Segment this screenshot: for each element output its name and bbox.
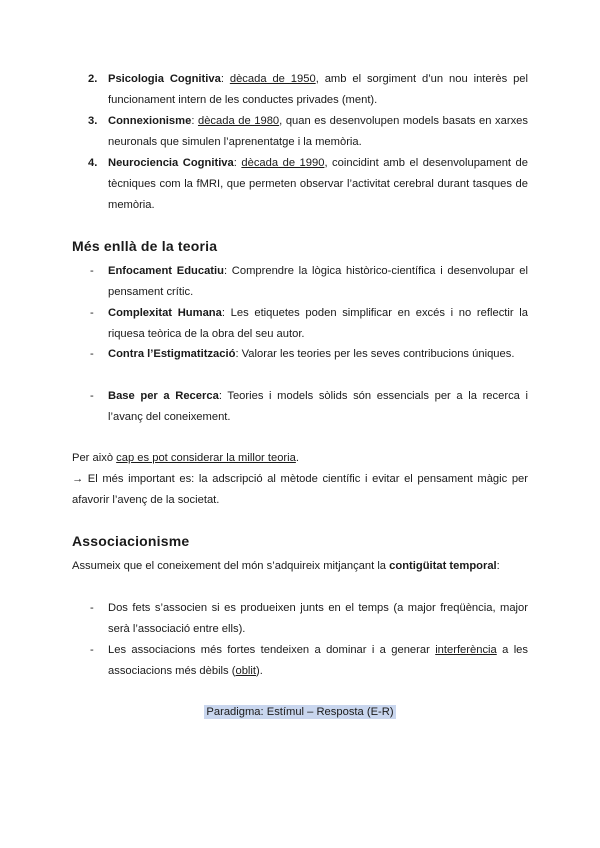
paradigm-line <box>0 704 600 720</box>
separator: : <box>191 115 198 127</box>
term: Psicologia Cognitiva <box>108 73 221 85</box>
bold-term: contigüitat temporal <box>389 560 497 572</box>
separator: : <box>220 73 230 85</box>
history-item <box>88 69 528 111</box>
bullet-item <box>90 344 528 365</box>
list-number: 2. <box>88 73 98 85</box>
text: Les associacions més fortes tendeixen a dominar i a generar <box>108 644 436 656</box>
section-heading: Més enllà de la teoria <box>72 238 218 254</box>
underlined-text: oblit <box>235 665 256 677</box>
conclusion-line <box>72 448 528 469</box>
description: Dos fets s’associen si es produeixen junts en el temps (a major freqüència, major serà l’associació entre ells). <box>108 602 528 635</box>
history-item <box>88 153 528 216</box>
bullet-item <box>90 386 528 428</box>
section-heading: Associacionisme <box>72 533 190 549</box>
history-item <box>88 111 528 153</box>
term: Base per a Recerca <box>108 390 219 402</box>
bullet-item <box>90 261 528 303</box>
list-number: 4. <box>88 157 98 169</box>
description: : Comprendre la lògica històrico-científica i desenvolupar el pensament crític. <box>108 265 528 298</box>
description: , coincidint amb el desenvolupament de tècniques com la fMRI, que permeten observar l’activitat cerebral durant tasques de memòria. <box>108 157 528 211</box>
dash-bullet: - <box>90 265 94 277</box>
dash-bullet: - <box>90 644 94 656</box>
list-number: 3. <box>88 115 98 127</box>
description: , quan es desenvolupen models basats en xarxes neuronals que simulen l’aprenentatge i la memòria. <box>108 115 528 148</box>
term: Enfocament Educatiu <box>108 265 224 277</box>
underlined-text: cap es pot considerar la millor teoria <box>116 452 296 464</box>
term: Neurociencia Cognitiva <box>108 157 234 169</box>
date-underlined: dècada de 1980 <box>197 115 280 127</box>
description: : Valorar les teories per les seves contribucions úniques. <box>235 348 515 360</box>
underlined-text: interferència <box>435 644 497 656</box>
bullet-item <box>90 303 528 345</box>
dash-bullet: - <box>90 307 94 319</box>
term: Complexitat Humana <box>108 307 222 319</box>
description: : Teories i models sòlids són essencials per a la recerca i l’avanç del coneixement. <box>108 390 528 423</box>
dash-bullet: - <box>90 602 94 614</box>
bullet-item <box>90 598 528 640</box>
date-underlined: dècada de 1990 <box>241 157 325 169</box>
conclusion-arrow-line: → El més important es: la adscripció al mètode científic i evitar el pensament màgic per afavorir l’avenç de la societat. <box>72 473 528 506</box>
intro-paragraph <box>72 556 528 577</box>
text: : <box>496 560 500 572</box>
term: Contra l’Estigmatització <box>108 348 236 360</box>
description: : Les etiquetes poden simplificar en excés i no reflectir la riquesa teòrica de la obra del seu autor. <box>108 307 528 340</box>
highlighted-text: Paradigma: Estímul – Resposta (E-R) <box>206 706 394 718</box>
separator: : <box>233 157 242 169</box>
text: . <box>295 452 299 464</box>
date-underlined: dècada de 1950 <box>229 73 316 85</box>
bullet-item <box>90 640 528 682</box>
text: ). <box>256 665 263 677</box>
dash-bullet: - <box>90 390 94 402</box>
text: a les associacions més dèbils ( <box>108 644 528 677</box>
text: Per això <box>72 452 117 464</box>
text: Assumeix que el coneixement del món s’adquireix mitjançant la <box>72 560 390 572</box>
description: , amb el sorgiment d’un nou interès pel funcionament intern de les conductes privades (ment). <box>108 73 528 106</box>
term: Connexionisme <box>108 115 192 127</box>
dash-bullet: - <box>90 348 94 360</box>
